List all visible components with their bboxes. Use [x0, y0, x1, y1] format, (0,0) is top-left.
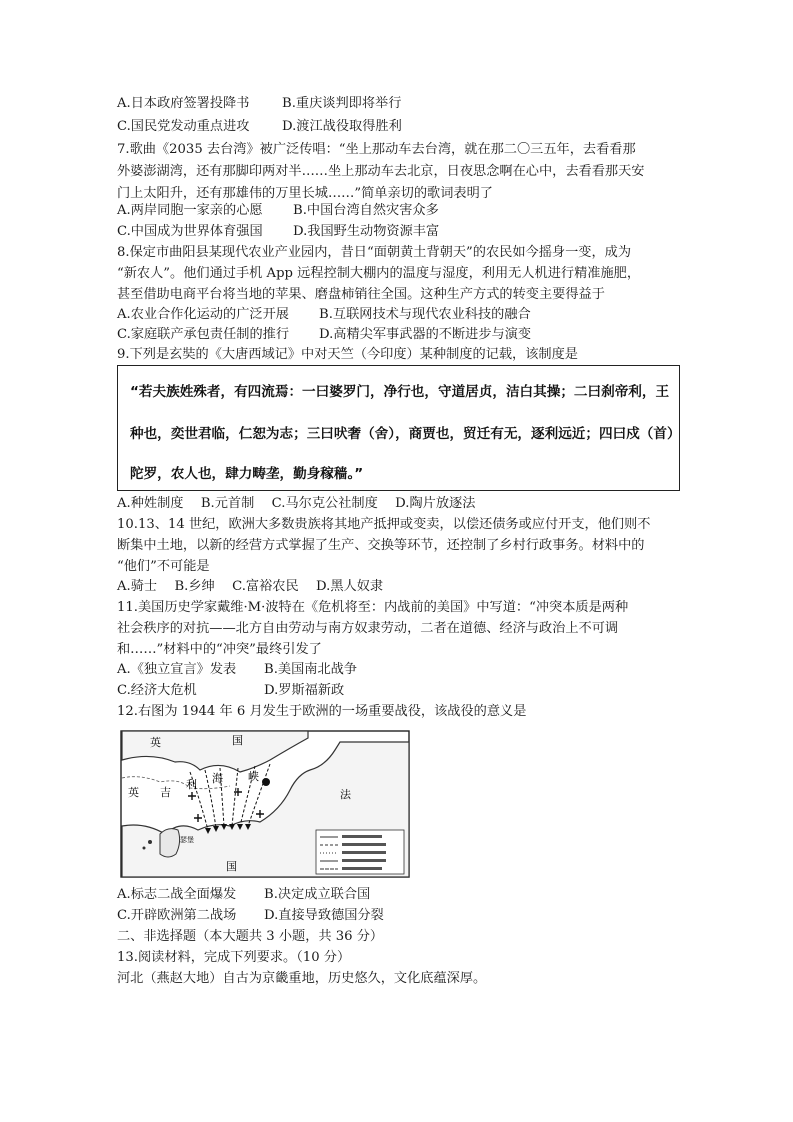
q11-option-b: B.美国南北战争	[264, 662, 358, 677]
q9-stem: 9.下列是玄奘的《大唐西域记》中对天竺（今印度）某种制度的记载，该制度是	[117, 347, 578, 362]
q12-option-b: B.决定成立联合国	[264, 887, 371, 902]
q10-stem-line3: “他们”不可能是	[117, 559, 210, 574]
q11-stem-line2: 社会秩序的对抗——北方自由劳动与南方奴隶劳动，二者在道德、经济与政治上不可调	[117, 621, 619, 636]
map-label-small: 瑟堡	[180, 836, 194, 844]
map-label-channel-2: 吉	[160, 786, 171, 799]
q7-option-d: D.我国野生动物资源丰富	[293, 224, 440, 239]
q13-material: 河北（燕赵大地）自古为京畿重地，历史悠久，文化底蕴深厚。	[117, 971, 487, 986]
q11-option-d: D.罗斯福新政	[264, 683, 345, 698]
q9-quote-box	[117, 365, 680, 491]
q6-options-row2	[117, 117, 402, 137]
island-marker	[143, 847, 146, 850]
q7-option-c: C.中国成为世界体育强国	[117, 224, 263, 239]
q8-stem-line1: 8.保定市曲阳县某现代农业产业园内，昔日“面朝黄土背朝天”的农民如今摇身一变，成为	[117, 245, 631, 260]
q12-options-row2	[117, 906, 384, 926]
q6-option-c: C.国民党发动重点进攻	[117, 119, 250, 134]
q8-options-row2	[117, 325, 532, 345]
q8-options-row1	[117, 305, 531, 325]
q12-option-a: A.标志二战全面爆发	[117, 887, 237, 902]
legend-text-bar	[342, 867, 382, 870]
q7-option-a: A.两岸同胞一家亲的心愿	[117, 203, 263, 218]
legend-text-bar	[342, 851, 386, 854]
legend-text-bar	[342, 835, 382, 838]
q11-stem-line3: 和……”材料中的“冲突”最终引发了	[117, 642, 322, 657]
legend-text-bar	[342, 843, 386, 846]
q11-options-row2	[117, 681, 345, 701]
q8-option-c: C.家庭联产承包责任制的推行	[117, 327, 290, 342]
q8-option-b: B.互联网技术与现代农业科技的融合	[319, 307, 531, 322]
q11-option-c: C.经济大危机	[117, 683, 197, 698]
legend-text-bar	[342, 859, 386, 862]
map-label-britain-1: 英	[150, 736, 161, 749]
q11-options-row1	[117, 660, 358, 680]
q11-stem-line1: 11.美国历史学家戴维·M·波特在《危机将至：内战前的美国》中写道：“冲突本质是两种	[117, 600, 629, 615]
normandy-landing-map	[120, 730, 410, 878]
q7-stem-line1: 7.歌曲《2035 去台湾》被广泛传唱：“坐上那动车去台湾，就在那二〇三五年，去看看那	[117, 142, 636, 157]
map-label-channel-1: 英	[128, 786, 139, 799]
map-label-country: 国	[226, 860, 237, 873]
q8-option-d: D.高精尖军事武器的不断进步与演变	[319, 327, 532, 342]
map-label-channel-5: 峡	[248, 770, 259, 783]
island-marker	[148, 840, 152, 844]
q9-options: A.种姓制度 B.元首制 C.马尔克公社制度 D.陶片放逐法	[117, 496, 476, 511]
q8-stem-line2: “新农人”。他们通过手机 App 远程控制大棚内的温度与湿度，利用无人机进行精准施肥，	[117, 266, 641, 281]
q12-options-row1	[117, 885, 371, 905]
section-2-heading: 二、非选择题（本大题共 3 小题，共 36 分）	[117, 929, 384, 944]
q7-stem-line3: 门上太阳升，还有那雄伟的万里长城……”简单亲切的歌词表明了	[117, 186, 493, 201]
q9-quote-line1: “若夫族姓殊者，有四流焉：一曰婆罗门，净行也，守道居贞，洁白其操；二曰刹帝利，王	[130, 384, 670, 400]
q8-option-a: A.农业合作化运动的广泛开展	[117, 307, 289, 322]
q7-stem-line2: 外婆澎湖湾，还有那脚印两对半……坐上那动车去北京，日夜思念啊在心中，去看看那天安	[117, 164, 645, 179]
q10-options: A.骑士 B.乡绅 C.富裕农民 D.黑人奴隶	[117, 579, 384, 594]
q6-option-b: B.重庆谈判即将举行	[282, 96, 402, 111]
q7-options-row2	[117, 222, 440, 242]
map-label-channel-3: 利	[186, 778, 197, 791]
map-label-britain-2: 国	[232, 734, 243, 747]
q13-stem: 13.阅读材料，完成下列要求。（10 分）	[117, 950, 351, 965]
q8-stem-line3: 甚至借助电商平台将当地的苹果、磨盘柿销往全国。这种生产方式的转变主要得益于	[117, 287, 605, 302]
cotentin-peninsula	[160, 829, 180, 857]
q9-quote-line3: 陀罗，农人也，肆力畴垄，勤身稼穑。”	[130, 466, 364, 482]
q7-options-row1	[117, 201, 439, 221]
q6-option-d: D.渡江战役取得胜利	[282, 119, 402, 134]
q11-option-a: A.《独立宣言》发表	[117, 662, 237, 677]
q10-stem-line2: 断集中土地，以新的经营方式掌握了生产、交换等环节，还控制了乡村行政事务。材料中的	[117, 538, 645, 553]
q10-stem-line1: 10.13、14 世纪，欧洲大多数贵族将其地产抵押或变卖，以偿还债务或应付开支，他们则不	[117, 517, 651, 532]
q12-option-d: D.直接导致德国分裂	[264, 908, 384, 923]
cluster-marker	[262, 778, 270, 786]
map-label-channel-4: 海	[212, 772, 223, 785]
q12-option-c: C.开辟欧洲第二战场	[117, 908, 237, 923]
q7-option-b: B.中国台湾自然灾害众多	[293, 203, 439, 218]
q6-option-a: A.日本政府签署投降书	[117, 96, 250, 111]
q6-options-row1	[117, 94, 402, 114]
q9-quote-line2: 种也，奕世君临，仁恕为志；三曰吠奢（舍），商贾也，贸迁有无，逐利远近；四曰戍（首）	[130, 426, 681, 442]
q12-stem: 12.右图为 1944 年 6 月发生于欧洲的一场重要战役，该战役的意义是	[117, 704, 527, 719]
map-label-france: 法	[340, 788, 351, 801]
